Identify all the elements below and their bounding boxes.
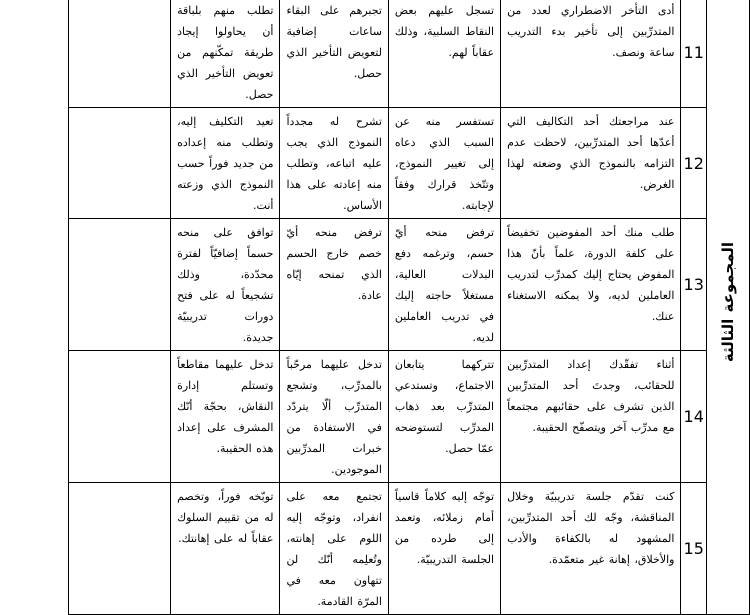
row-number: 12 <box>681 108 707 219</box>
option-c-cell: توافق على منحه حسماً إضافيّاً لفترة محدّدة، وذلك تشجيعاً له على فتح دورات تدريبيّة جديدة. <box>171 219 280 351</box>
option-a-cell: تسجل عليهم بعض النقاط السلبية، وذلك عقاباً لهم. <box>388 0 500 108</box>
option-c-cell: تطلب منهم بلباقة أن يحاولوا إيجاد طريقة تمكّنهم من تعويض التأخير الذي حصل. <box>171 0 280 108</box>
option-c-cell: توبّخه فوراً، وتخصم له من تقييم السلوك عقاباً له على إهانتك. <box>171 483 280 615</box>
group-label: المجموعة الثالثة <box>718 241 737 363</box>
table-row <box>69 108 750 219</box>
row-number: 11 <box>681 0 707 108</box>
table-row <box>69 483 750 615</box>
table-row <box>69 351 750 483</box>
option-b-cell: تجتمع معه على انفراد، وتوجّه إليه اللوم على إهانته، وتُعلِمه أنّك لن تتهاون معه في المرّة القادمة. <box>280 483 388 615</box>
blank-cell <box>69 483 171 615</box>
blank-cell <box>69 351 171 483</box>
row-number: 14 <box>681 351 707 483</box>
option-b-cell: ترفض منحه أيّ خصم خارج الحسم الذي تمنحه إيّاه عادة. <box>280 219 388 351</box>
option-a-cell: تستفسر منه عن السبب الذي دعاه إلى تغيير النموذج، وتتّخذ قرارك وفقاً لإجابته. <box>388 108 500 219</box>
option-c-cell: تدخل عليهما مقاطعاً وتستلم إدارة النقاش، بحجّة أنّك المشرف على إعداد هذه الحقيبة. <box>171 351 280 483</box>
situation-cell: كنت تقدّم جلسة تدريبيّة وخلال المناقشة، وجّه لك أحد المتدرِّبين، المشهود له بالكفاءة والأدب والأخلاق، إهانة غير متعمّدة. <box>501 483 681 615</box>
blank-cell <box>69 108 171 219</box>
row-number: 15 <box>681 483 707 615</box>
situation-cell: أثناء تفقّدك إعداد المتدرِّبين للحقائب، وجدتَ أحد المتدرِّبين الذين تشرف على حقائبهم مجتمعاً مع مدرِّب آخر ويتصفّح الحقيبة. <box>501 351 681 483</box>
group-label-cell <box>707 0 750 615</box>
option-a-cell: توجّه إليه كلاماً قاسياً أمام زملائه، وتعمد إلى طرده من الجلسة التدريبيّة. <box>388 483 500 615</box>
option-b-cell: تشرح له مجدداً النموذج الذي يجب عليه اتباعه، وتطلب منه إعادته على هذا الأساس. <box>280 108 388 219</box>
blank-cell <box>69 219 171 351</box>
blank-cell <box>69 0 171 108</box>
row-number: 13 <box>681 219 707 351</box>
situation-cell: أدى التأخر الاضطراري لعدد من المتدرِّبين إلى تأخير بدء التدريب ساعة ونصف. <box>501 0 681 108</box>
situation-cell: عند مراجعتك أحد التكاليف التي أعدّها أحد المتدرِّبين، لاحظت عدم التزامه بالنموذج الذي وضعته لهذا الغرض. <box>501 108 681 219</box>
option-c-cell: تعيد التكليف إليه، وتطلب منه إعداده من جديد فوراً حسب النموذج الذي وزعته أنت. <box>171 108 280 219</box>
option-a-cell: ترفض منحه أيّ حسم، وترغمه دفع البدلات العالية، مستغلاً حاجته إليك في تدريب العاملين لديه. <box>388 219 500 351</box>
option-a-cell: تتركهما يتابعان الاجتماع، وتستدعي المتدرِّب بعد ذهاب المدرِّب لتستوضحه عمّا حصل. <box>388 351 500 483</box>
situation-cell: طلب منك أحد المفوضين تخفيضاً على كلفة الدورة، علماً بأنّ هذا المفوض يحتاج إليك كمدرِّب لتدريب العاملين لديه، ولا يمكنه الاستغناء عنك. <box>501 219 681 351</box>
table-row <box>69 219 750 351</box>
table-row <box>69 0 750 108</box>
option-b-cell: تدخل عليهما مرحّباً بالمدرِّب، وتشجع المتدرِّب ألّا يتردّد في الاستفادة من خبرات المدرِّبين الموجودين. <box>280 351 388 483</box>
scenario-table <box>68 0 750 615</box>
option-b-cell: تجبرهم على البقاء ساعات إضافية لتعويض التأخير الذي حصل. <box>280 0 388 108</box>
